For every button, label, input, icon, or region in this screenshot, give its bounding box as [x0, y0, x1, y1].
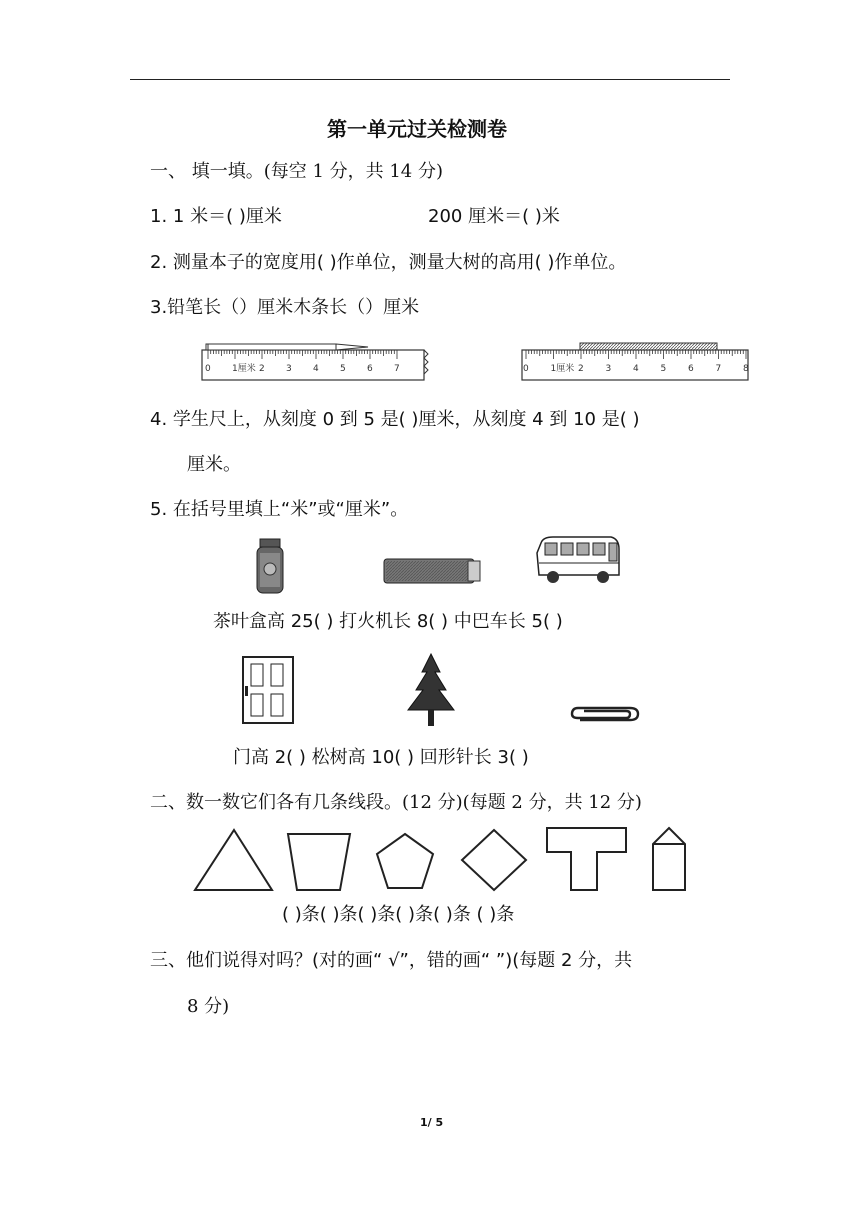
t-shape: [547, 828, 626, 890]
ruler-label: 8: [743, 364, 749, 374]
q1-centimeter: 200 厘米＝( )米: [428, 206, 560, 227]
section3-heading-line1: 三、他们说得对吗？(对的画“ √”，错的画“ ”)(每题 2 分，共: [150, 950, 633, 971]
section3-heading-line2: 8 分): [187, 996, 230, 1017]
lighter-image: [380, 555, 485, 587]
door-image: [240, 654, 296, 726]
q5-heading: 5. 在括号里填上“米”或“厘米”。: [150, 499, 409, 520]
ruler-label: 1厘米: [550, 364, 575, 374]
q2: 2. 测量本子的宽度用( )作单位，测量大树的高用( )作单位。: [150, 252, 627, 273]
q1-meter: 1. 1 米＝( )厘米: [150, 206, 282, 227]
house-shape: [653, 828, 685, 890]
minibus-image: [533, 533, 623, 587]
ruler-label: 7: [715, 364, 722, 374]
section1-heading: 一、 填一填。(每空 1 分，共 14 分): [150, 161, 444, 182]
trapezoid-shape: [288, 834, 350, 890]
page-title: 第一单元过关检测卷: [327, 117, 507, 141]
row1-caption: 茶叶盒高 25( ) 打火机长 8( ) 中巴车长 5( ): [213, 611, 563, 632]
ruler-label: 3: [605, 364, 612, 374]
ruler-label: 2: [259, 364, 265, 374]
ruler-label: 4: [633, 364, 639, 374]
ruler-label: 0: [523, 364, 529, 374]
ruler-with-pencil: [198, 340, 430, 382]
ruler-label: 6: [367, 364, 373, 374]
ruler-label: 3: [286, 364, 292, 374]
ruler-label: 6: [688, 364, 694, 374]
ruler-label: 5: [340, 364, 346, 374]
triangle-shape: [195, 830, 272, 890]
ruler-label: 5: [660, 364, 667, 374]
ruler-label: 7: [394, 364, 400, 374]
q4-line1: 4. 学生尺上，从刻度 0 到 5 是( )厘米，从刻度 4 到 10 是( ): [150, 409, 640, 430]
shapes-row: [190, 822, 700, 894]
q3: 3.铅笔长（）厘米木条长（）厘米: [150, 297, 420, 318]
pentagon-shape: [377, 834, 433, 888]
row2-caption: 门高 2( ) 松树高 10( ) 回形针长 3( ): [233, 747, 529, 768]
header-rule: [130, 79, 730, 80]
pine-tree-image: [402, 652, 460, 728]
ruler-label: 4: [313, 364, 319, 374]
diamond-shape: [462, 830, 526, 890]
tea-can-image: [252, 535, 290, 597]
ruler-label: 1厘米: [232, 364, 256, 374]
section2-answers: ( )条( )条( )条( )条( )条 ( )条: [282, 904, 515, 925]
page-number: 1/ 5: [420, 1116, 444, 1129]
section2-heading: 二、数一数它们各有几条线段。(12 分)(每题 2 分，共 12 分): [150, 792, 642, 813]
ruler-label: 2: [578, 364, 584, 374]
ruler-label: 0: [205, 364, 211, 374]
ruler-with-wood-strip: [518, 340, 754, 382]
q4-line2: 厘米。: [187, 454, 241, 475]
paperclip-image: [568, 702, 642, 726]
